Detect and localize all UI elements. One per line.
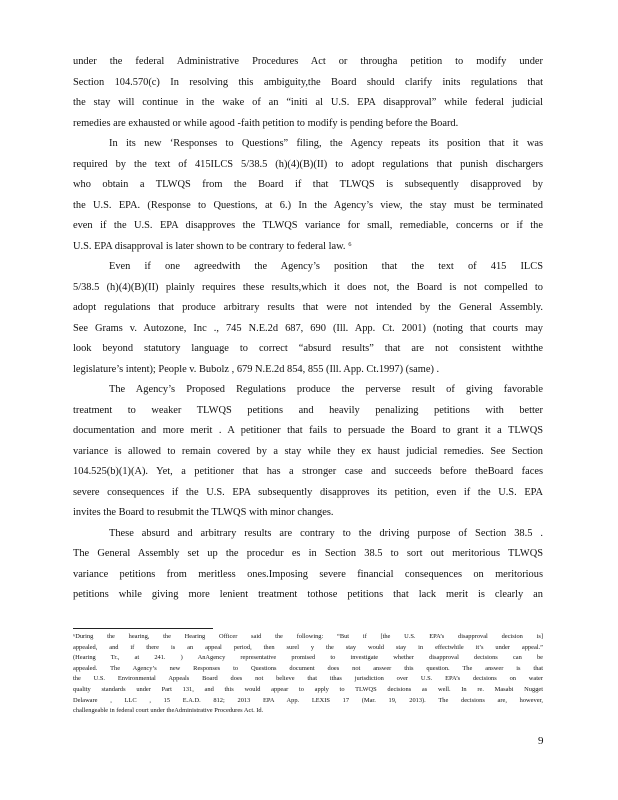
body-line: look beyond statutory language to correct “absurd results” that are not consistent withthe	[73, 343, 543, 354]
body-line: See Grams v. Autozone, Inc ., 745 N.E.2d 687, 690 (Ill. App. Ct. 2001) (noting that courts may	[73, 322, 543, 334]
footnote-line: appealed. The Agency’s new Responses to Questions document does not answer this question. The answer is that	[73, 664, 543, 672]
body-line: Section 104.570(c) In resolving this ambiguity,the Board should clarify inits regulations that	[73, 76, 543, 88]
footnote-line: Delaware , LLC , 15 E.A.D. 812; 2013 EPA App. LEXIS 17 (Mar. 19, 2013). The decisions are, however,	[73, 696, 543, 704]
body-line: legislature’s intent); People v. Bubolz , 679 N.E.2d 854, 855 (Ill. App. Ct.1997) (same) .	[73, 363, 440, 375]
footnote-rule	[73, 628, 213, 629]
body-line: 104.525(b)(1)(A). Yet, a petitioner that has a stronger case and succeeds before theBoard faces	[73, 466, 543, 477]
page-number: 9	[538, 735, 544, 747]
body-line: the stay will continue in the wake of an “initi al U.S. EPA disapproval” while federal judicial	[73, 97, 543, 108]
body-line: under the federal Administrative Procedures Act or througha petition to modify under	[73, 56, 543, 67]
body-line: remedies are exhausted or while agood -faith petition to modify is pending before the Board.	[73, 117, 459, 129]
body-line: variance petitions from meritless ones.Imposing severe financial consequences on meritorious	[73, 568, 543, 580]
footnote-line: (Hearing Tr., at 241. ) AnAgency representative promised to investigate whether disapproval decisions can be	[73, 654, 543, 662]
body-line: The Agency’s Proposed Regulations produce the perverse result of giving favorable	[109, 384, 543, 395]
body-line: even if the U.S. EPA disapproves the TLWQS variance for small, remediable, concerns or if the	[73, 220, 543, 231]
body-line: the U.S. EPA. (Response to Questions, at 6.) In the Agency’s view, the stay must be terminated	[73, 199, 543, 211]
body-line: who obtain a TLWQS from the Board if that TLWQS is subsequently disapproved by	[73, 179, 543, 190]
footnote-line: the U.S. Environmental Appeals Board does not believe that ithas jurisdiction over U.S. EPA’s decisions on water	[73, 675, 543, 683]
body-line: treatment to weaker TLWQS petitions and heavily penalizing petitions with better	[73, 404, 543, 416]
footnote-line: quality standards under Part 131, and this would appear to apply to TLWQS decisions as well. In re. Masabi Nugget	[73, 685, 543, 693]
body-line: severe consequences if the U.S. EPA subsequently disapproves its petition, even if the U.S. EPA	[73, 486, 543, 498]
body-line: adopt regulations that produce arbitrary results that were not intended by the General Assembly.	[73, 302, 543, 313]
body-line: 5/38.5 (h)(4)(B)(II) plainly requires these results,which it does not, the Board is not compelled to	[73, 281, 543, 293]
body-text	[73, 52, 543, 606]
footnote	[73, 632, 543, 717]
body-line: petitions while giving more lenient treatment tothose petitions that lack merit is clearly an	[73, 589, 543, 600]
body-line: invites the Board to resubmit the TLWQS with minor changes.	[73, 507, 334, 518]
body-line: These absurd and arbitrary results are contrary to the driving purpose of Section 38.5 .	[109, 527, 543, 539]
footnote-line: challengeable in federal court under theAdministrative Procedures Act. Id.	[73, 707, 264, 715]
body-line: required by the text of 415ILCS 5/38.5 (h)(4)(B)(II) to adopt regulations that punish dischargers	[73, 158, 543, 170]
body-line: In its new ‘Responses to Questions” filing, the Agency repeats its position that it was	[109, 138, 543, 149]
footnote-line: appealed, and if there is an appeal period, then surel y the stay would stay in effectwhile it’s under appeal.”	[73, 643, 543, 651]
footnote-line: ⁶During the hearing, the Hearing Officer said the following: “But if [the U.S. EPA’s disapproval decision is]	[73, 633, 543, 640]
body-line: documentation and more merit . A petitioner that fails to persuade the Board to grant it a TLWQS	[73, 425, 543, 436]
body-line: The General Assembly set up the procedur es in Section 38.5 to sort out meritorious TLWQS	[73, 548, 543, 559]
body-line: variance is allowed to remain covered by a stay while they ex haust judicial remedies. See Section	[73, 445, 543, 457]
body-line: U.S. EPA disapproval is later shown to be contrary to federal law. ⁶	[73, 240, 352, 252]
body-line: Even if one agreedwith the Agency’s position that the text of 415 ILCS	[109, 261, 543, 272]
